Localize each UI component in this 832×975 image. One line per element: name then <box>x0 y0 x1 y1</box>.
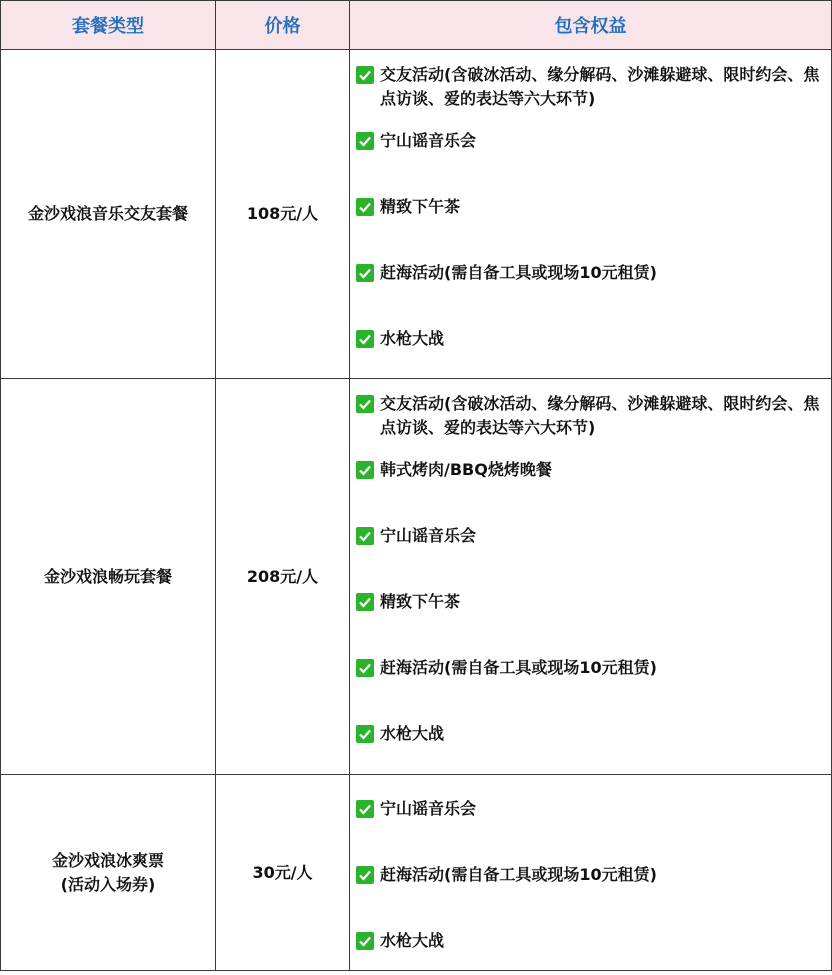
benefit-item: 水枪大战 <box>356 929 827 953</box>
package-price: 30元/人 <box>216 775 350 971</box>
check-icon <box>356 659 374 677</box>
check-icon <box>356 866 374 884</box>
header-benefits: 包含权益 <box>350 1 832 50</box>
check-icon <box>356 932 374 950</box>
benefits-cell <box>350 775 832 971</box>
package-price: 108元/人 <box>216 50 350 379</box>
benefit-item: 赶海活动(需自备工具或现场10元租赁) <box>356 261 827 285</box>
benefit-item: 赶海活动(需自备工具或现场10元租赁) <box>356 656 827 680</box>
check-icon <box>356 725 374 743</box>
benefit-item: 宁山谣音乐会 <box>356 797 827 821</box>
check-icon <box>356 800 374 818</box>
package-name <box>1 775 216 971</box>
package-name: 金沙戏浪音乐交友套餐 <box>1 50 216 379</box>
benefit-item: 精致下午茶 <box>356 590 827 614</box>
table-row <box>1 775 832 971</box>
benefit-item: 韩式烤肉/BBQ烧烤晚餐 <box>356 458 827 482</box>
benefit-item: 宁山谣音乐会 <box>356 524 827 548</box>
check-icon <box>356 461 374 479</box>
benefit-item: 水枪大战 <box>356 327 827 351</box>
benefit-item: 宁山谣音乐会 <box>356 129 827 153</box>
check-icon <box>356 593 374 611</box>
check-icon <box>356 330 374 348</box>
package-name-line1: 金沙戏浪冰爽票 <box>51 850 164 870</box>
table-row <box>1 379 832 775</box>
table-header-row <box>1 1 832 50</box>
package-price: 208元/人 <box>216 379 350 775</box>
header-package-type: 套餐类型 <box>1 1 216 50</box>
benefit-item: 交友活动(含破冰活动、缘分解码、沙滩躲避球、限时约会、焦点访谈、爱的表达等六大环节) <box>356 63 827 111</box>
table-row <box>1 50 832 379</box>
check-icon <box>356 198 374 216</box>
check-icon <box>356 395 374 413</box>
benefit-item: 赶海活动(需自备工具或现场10元租赁) <box>356 863 827 887</box>
check-icon <box>356 527 374 545</box>
benefit-item: 精致下午茶 <box>356 195 827 219</box>
benefits-cell <box>350 50 832 379</box>
check-icon <box>356 66 374 84</box>
header-price: 价格 <box>216 1 350 50</box>
check-icon <box>356 132 374 150</box>
benefit-item: 水枪大战 <box>356 722 827 746</box>
benefit-item: 交友活动(含破冰活动、缘分解码、沙滩躲避球、限时约会、焦点访谈、爱的表达等六大环节) <box>356 392 827 440</box>
package-name-line2: (活动入场券) <box>60 874 156 894</box>
package-name: 金沙戏浪畅玩套餐 <box>1 379 216 775</box>
check-icon <box>356 264 374 282</box>
benefits-cell <box>350 379 832 775</box>
